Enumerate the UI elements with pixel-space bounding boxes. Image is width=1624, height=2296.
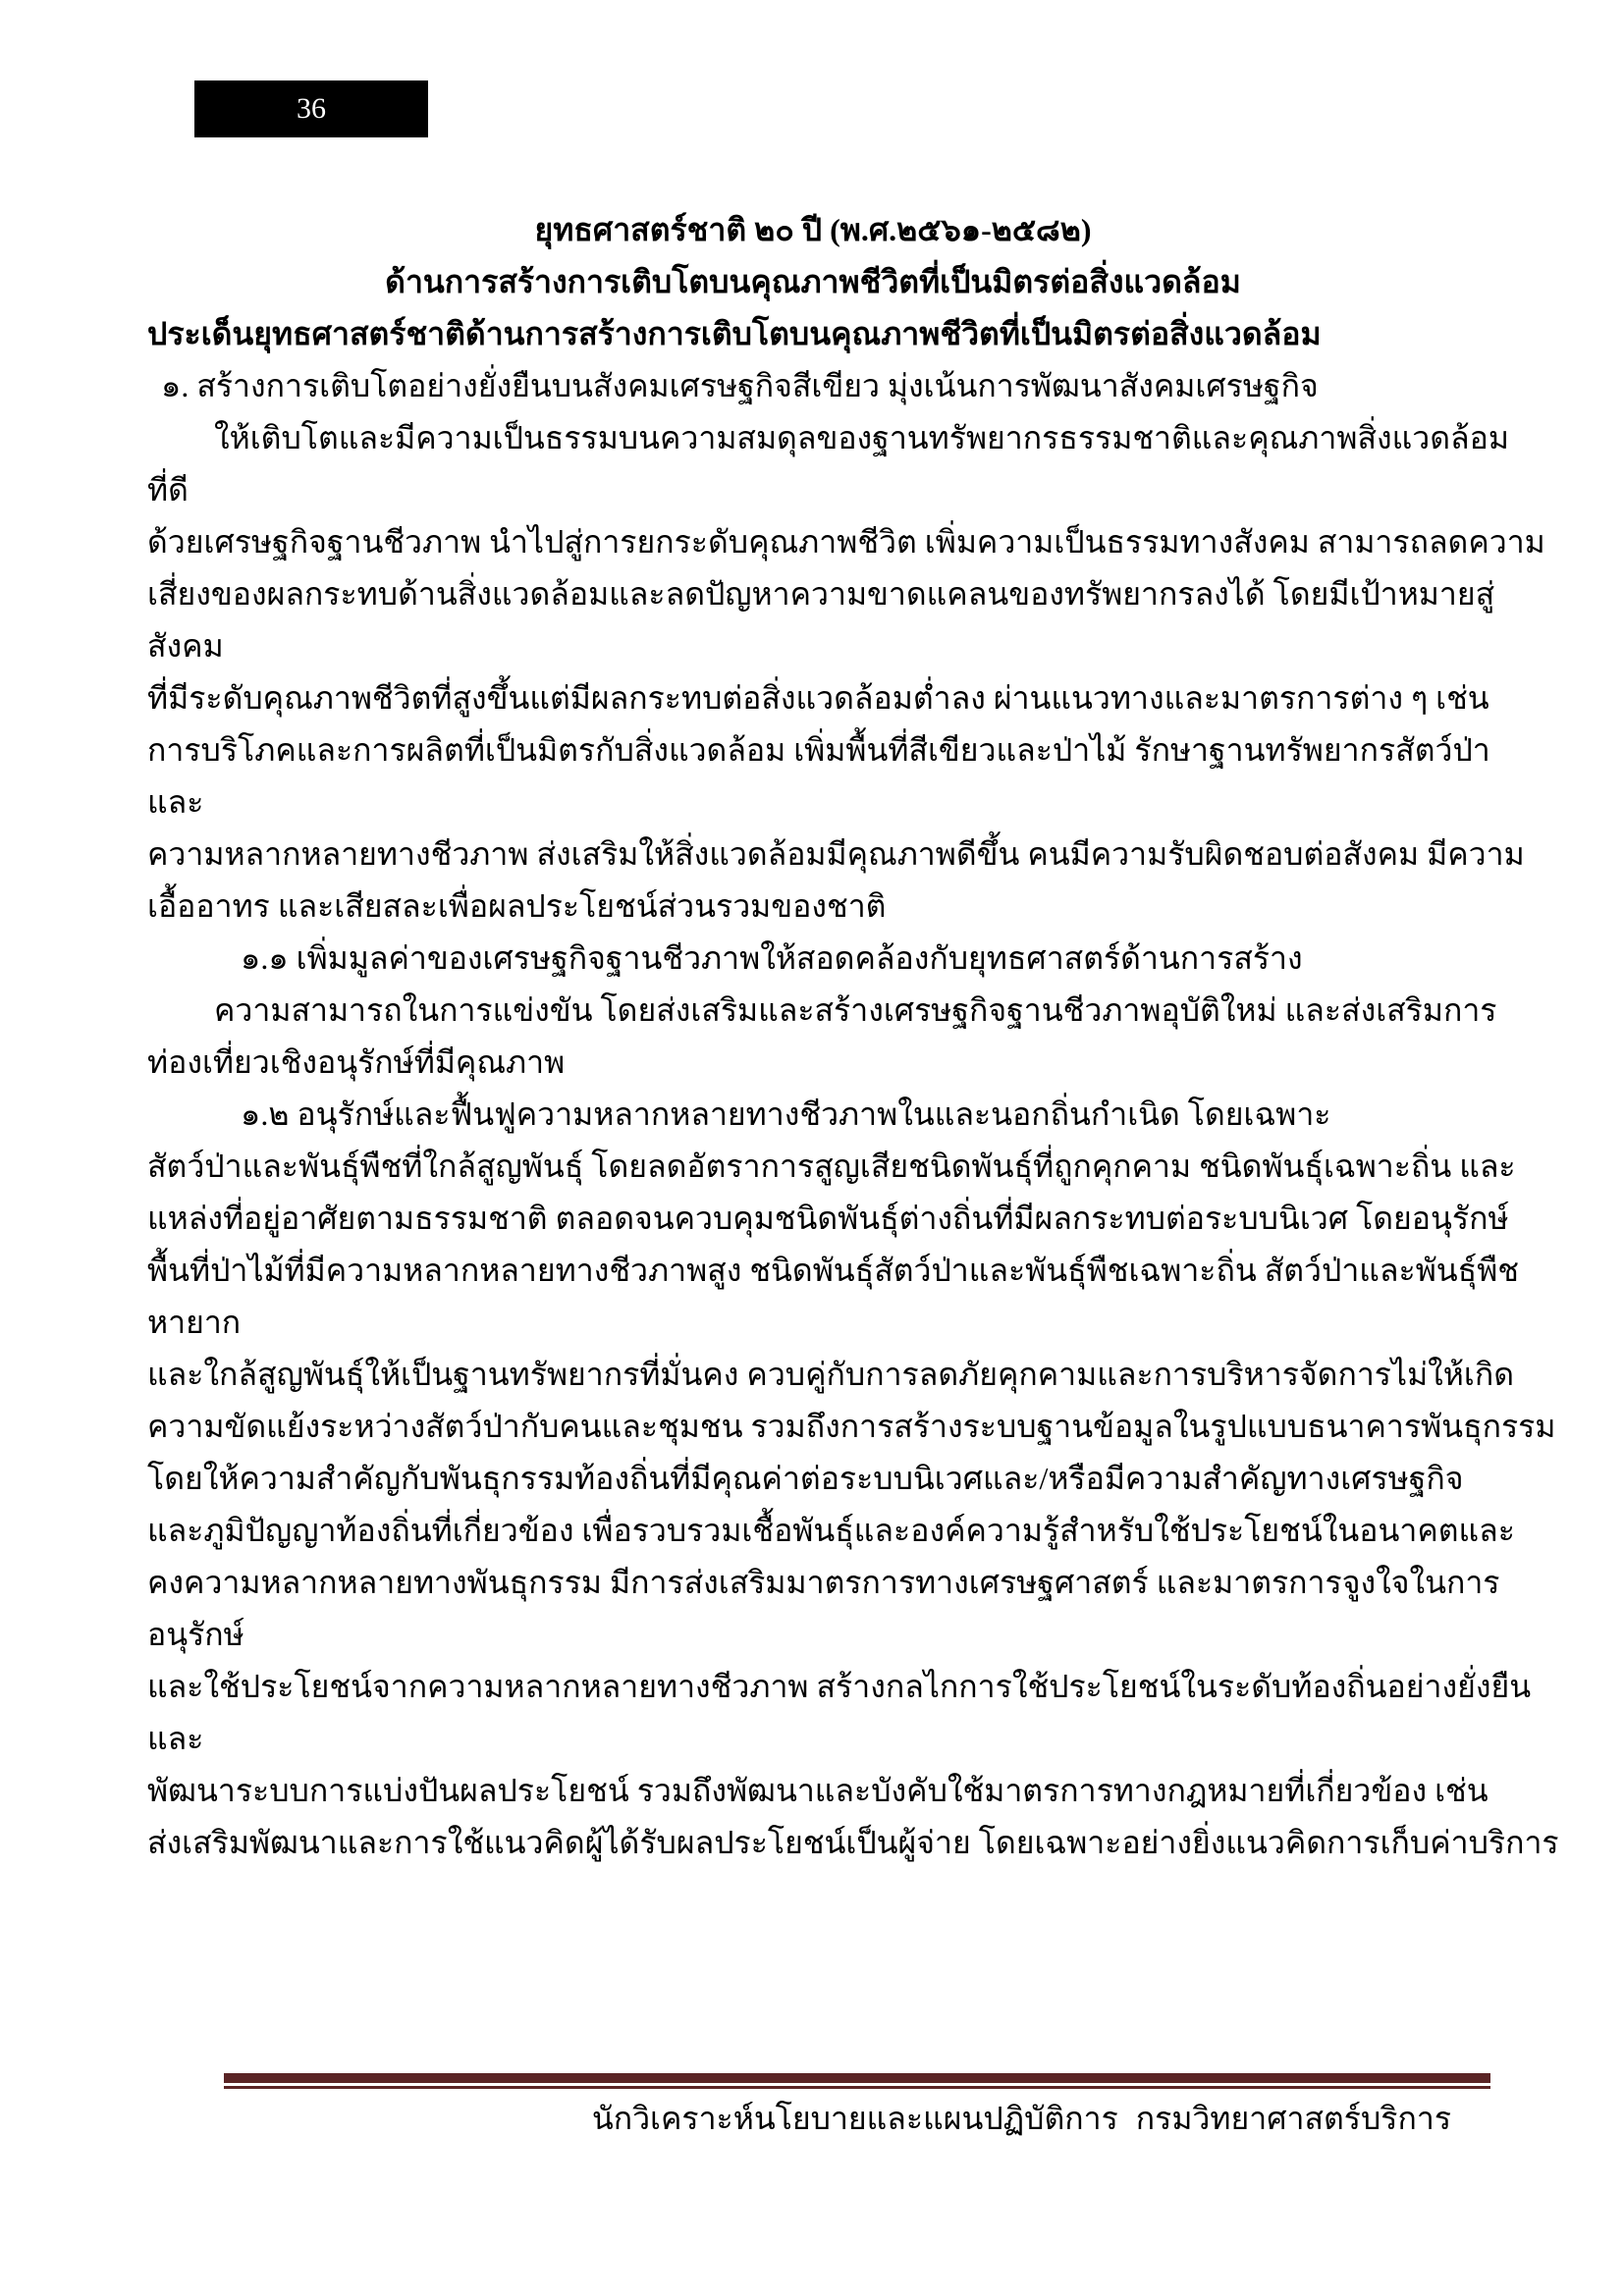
page-number-box — [194, 80, 428, 137]
body-line: ความขัดแย้งระหว่างสัตว์ป่ากับคนและชุมชน รวมถึงการสร้างระบบฐานข้อมูลในรูปแบบธนาคารพันธุกรรม — [147, 1409, 1556, 1444]
body-line: ส่งเสริมพัฒนาและการใช้แนวคิดผู้ได้รับผลประโยชน์เป็นผู้จ่าย โดยเฉพาะอย่างยิ่งแนวคิดการเก็บค่าบริการ — [147, 1825, 1559, 1860]
body-line: และภูมิปัญญาท้องถิ่นที่เกี่ยวข้อง เพื่อรวบรวมเชื้อพันธุ์และองค์ความรู้สำหรับใช้ประโยชน์ในอนาคตและ — [147, 1513, 1515, 1548]
body-line: ด้วยเศรษฐกิจฐานชีวภาพ นำไปสู่การยกระดับคุณภาพชีวิต เพิ่มความเป็นธรรมทางสังคม สามารถลดความ — [147, 524, 1545, 560]
title-line-2: ด้านการสร้างการเติบโตบนคุณภาพชีวิตที่เป็นมิตรต่อสิ่งแวดล้อม — [385, 264, 1241, 299]
body-line: และ — [147, 1721, 204, 1756]
body-line: คงความหลากหลายทางพันธุกรรม มีการส่งเสริมมาตรการทางเศรษฐศาสตร์ และมาตรการจูงใจในการ — [147, 1565, 1500, 1600]
body-line: ท่องเที่ยวเชิงอนุรักษ์ที่มีคุณภาพ — [147, 1044, 566, 1080]
body-line: และใช้ประโยชน์จากความหลากหลายทางชีวภาพ สร้างกลไกการใช้ประโยชน์ในระดับท้องถิ่นอย่างยั่งยืน — [147, 1669, 1532, 1704]
footer-text — [224, 2095, 1490, 2142]
body-line: สังคม — [147, 628, 224, 664]
footer-org: กรมวิทยาศาสตร์บริการ — [1135, 2101, 1451, 2136]
body-line: ๑.๑ เพิ่มมูลค่าของเศรษฐกิจฐานชีวภาพให้สอดคล้องกับยุทธศาสตร์ด้านการสร้าง — [241, 940, 1303, 976]
body-line: พื้นที่ป่าไม้ที่มีความหลากหลายทางชีวภาพสูง ชนิดพันธุ์สัตว์ป่าและพันธุ์พืชเฉพาะถิ่น สัตว์ป่าและพันธุ์พืช — [147, 1253, 1520, 1288]
body-line: แหล่งที่อยู่อาศัยตามธรรมชาติ ตลอดจนควบคุมชนิดพันธุ์ต่างถิ่นที่มีผลกระทบต่อระบบนิเวศ โดยอนุรักษ์ — [147, 1201, 1509, 1236]
body-line: เสี่ยงของผลกระทบด้านสิ่งแวดล้อมและลดปัญหาความขาดแคลนของทรัพยากรลงได้ โดยมีเป้าหมายสู่ — [147, 576, 1495, 612]
body-line: ๑.๒ อนุรักษ์และฟื้นฟูความหลากหลายทางชีวภาพในและนอกถิ่นกำเนิด โดยเฉพาะ — [241, 1096, 1331, 1132]
body-line: ที่ดี — [147, 472, 189, 507]
body-line: เอื้ออาทร และเสียสละเพื่อผลประโยชน์ส่วนรวมของชาติ — [147, 888, 887, 924]
body-line: หายาก — [147, 1305, 242, 1340]
body-line: การบริโภคและการผลิตที่เป็นมิตรกับสิ่งแวดล้อม เพิ่มพื้นที่สีเขียวและป่าไม้ รักษาฐานทรัพยากรสัตว์ป่า — [147, 732, 1490, 768]
body-line: และใกล้สูญพันธุ์ให้เป็นฐานทรัพยากรที่มั่นคง ควบคู่กับการลดภัยคุกคามและการบริหารจัดการไม่ให้เกิด — [147, 1357, 1514, 1392]
document-content — [147, 204, 1559, 1869]
page-footer — [224, 2073, 1490, 2142]
footer-rule-thin — [224, 2086, 1490, 2089]
body-line: อนุรักษ์ — [147, 1617, 244, 1652]
footer-role: นักวิเคราะห์นโยบายและแผนปฏิบัติการ — [591, 2101, 1118, 2136]
body-line: พัฒนาระบบการแบ่งปันผลประโยชน์ รวมถึงพัฒนาและบังคับใช้มาตรการทางกฎหมายที่เกี่ยวข้อง เช่น — [147, 1773, 1489, 1808]
body-line: ความหลากหลายทางชีวภาพ ส่งเสริมให้สิ่งแวดล้อมมีคุณภาพดีขึ้น คนมีความรับผิดชอบต่อสังคม มีความ — [147, 836, 1525, 872]
body-line: ๑. สร้างการเติบโตอย่างยั่งยืนบนสังคมเศรษฐกิจสีเขียว มุ่งเน้นการพัฒนาสังคมเศรษฐกิจ — [161, 368, 1319, 403]
body-line: สัตว์ป่าและพันธุ์พืชที่ใกล้สูญพันธุ์ โดยลดอัตราการสูญเสียชนิดพันธุ์ที่ถูกคุกคาม ชนิดพันธุ์เฉพาะถิ่น และ — [147, 1148, 1516, 1184]
body-line: ความสามารถในการแข่งขัน โดยส่งเสริมและสร้างเศรษฐกิจฐานชีวภาพอุบัติใหม่ และส่งเสริมการ — [214, 992, 1497, 1028]
body-line: และ — [147, 784, 204, 820]
title-line-1: ยุทธศาสตร์ชาติ ๒๐ ปี (พ.ศ.๒๕๖๑-๒๕๘๒) — [534, 212, 1092, 247]
body-line: โดยให้ความสำคัญกับพันธุกรรมท้องถิ่นที่มีคุณค่าต่อระบบนิเวศและ/หรือมีความสำคัญทางเศรษฐกิจ — [147, 1461, 1464, 1496]
footer-rule-thick — [224, 2073, 1490, 2083]
body-line: ให้เติบโตและมีความเป็นธรรมบนความสมดุลของฐานทรัพยากรธรรมชาติและคุณภาพสิ่งแวดล้อม — [214, 420, 1509, 455]
body-line: ที่มีระดับคุณภาพชีวิตที่สูงขึ้นแต่มีผลกระทบต่อสิ่งแวดล้อมต่ำลง ผ่านแนวทางและมาตรการต่าง ๆ เช่น — [147, 680, 1489, 716]
title-line-3: ประเด็นยุทธศาสตร์ชาติด้านการสร้างการเติบโตบนคุณภาพชีวิตที่เป็นมิตรต่อสิ่งแวดล้อม — [147, 316, 1322, 351]
page-number: 36 — [297, 92, 326, 125]
